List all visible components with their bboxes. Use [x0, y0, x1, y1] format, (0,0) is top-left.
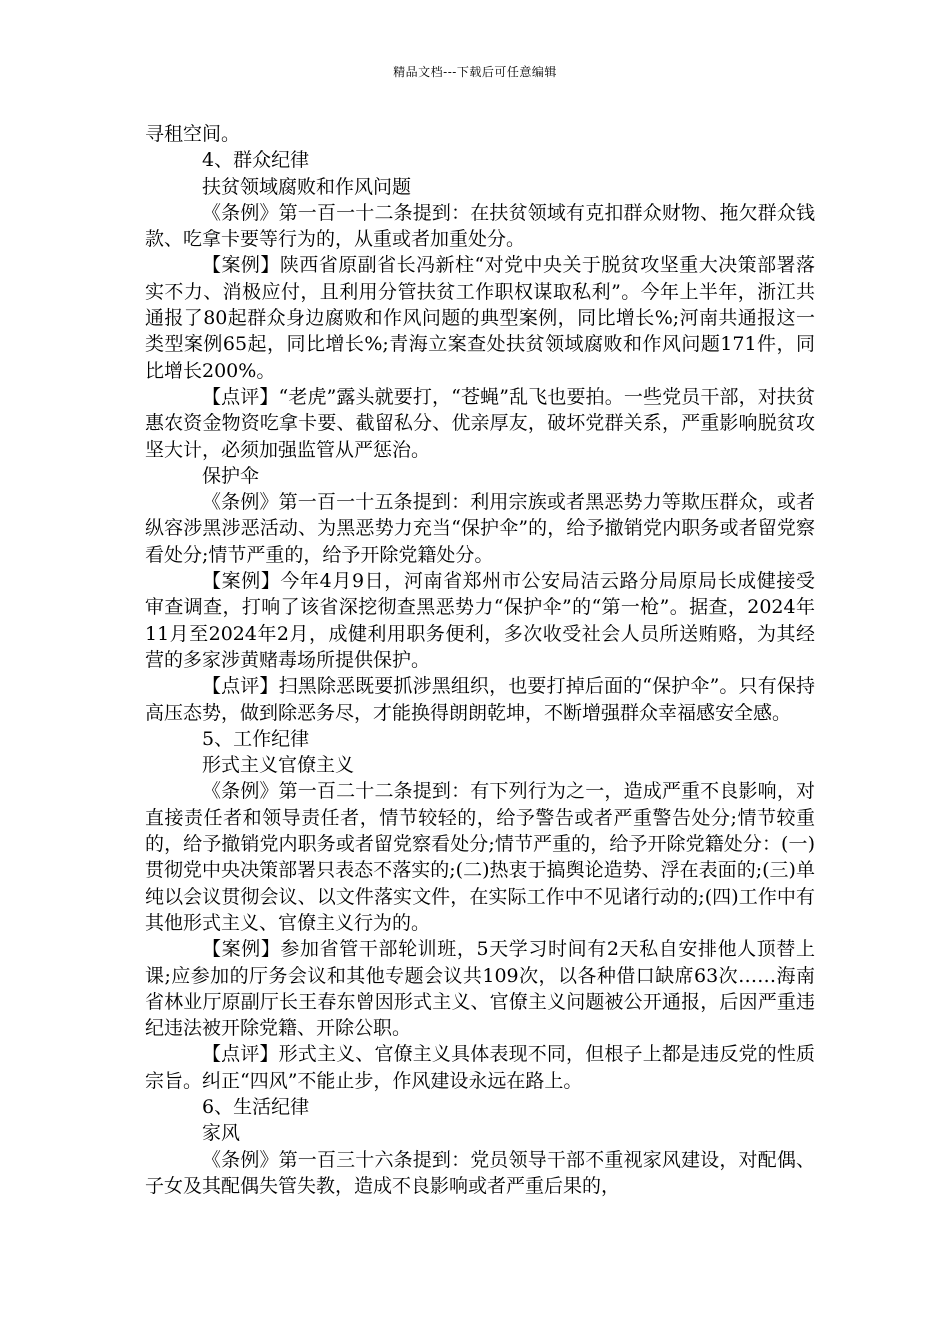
regulation-paragraph: 《条例》第一百二十二条提到：有下列行为之一，造成严重不良影响，对直接责任者和领导责任者，情节较轻的，给予警告或者严重警告处分;情节较重的，给予撤销党内职务或者留党察看处分;情节严重的，给予开除党籍处分：(一)贯彻党中央决策部署只表态不落实的;(二)热衷于搞舆论造势、浮在表面的;(三)单纯以会议贯彻会议、以文件落实文件，在实际工作中不见诸行动的;(四)工作中有其他形式主义、官僚主义行为的。	[145, 780, 815, 934]
subsection-heading: 保护伞	[202, 464, 260, 487]
case-paragraph: 【案例】陕西省原副省长冯新柱“对党中央关于脱贫攻坚重大决策部署落实不力、消极应付，且利用分管扶贫工作职权谋取私利”。今年上半年，浙江共通报了80起群众身边腐败和作风问题的典型案例，同比增长%;河南共通报这一类型案例65起，同比增长%;青海立案查处扶贫领域腐败和作风问题171件，同比增长200%。	[145, 254, 815, 382]
regulation-paragraph: 《条例》第一百一十五条提到：利用宗族或者黑恶势力等欺压群众，或者纵容涉黑涉恶活动、为黑恶势力充当“保护伞”的，给予撤销党内职务或者留党察看处分;情节严重的，给予开除党籍处分。	[145, 491, 815, 566]
section-heading: 4、群众纪律	[202, 149, 310, 172]
subsection-heading: 家风	[202, 1122, 241, 1145]
regulation-paragraph: 《条例》第一百一十二条提到：在扶贫领域有克扣群众财物、拖欠群众钱款、吃拿卡要等行为的，从重或者加重处分。	[145, 201, 815, 251]
document-body	[145, 121, 815, 1199]
comment-paragraph: 【点评】扫黑除恶既要抓涉黑组织，也要打掉后面的“保护伞”。只有保持高压态势，做到除恶务尽，才能换得朗朗乾坤，不断增强群众幸福感安全感。	[145, 675, 815, 724]
comment-paragraph: 【点评】“老虎”露头就要打，“苍蝇”乱飞也要拍。一些党员干部，对扶贫惠农资金物资吃拿卡要、截留私分、优亲厚友，破坏党群关系，严重影响脱贫攻坚大计，必须加强监管从严惩治。	[145, 385, 815, 461]
page-header: 精品文档---下载后可任意编辑	[393, 65, 557, 79]
comment-paragraph: 【点评】形式主义、官僚主义具体表现不同，但根子上都是违反党的性质宗旨。纠正“四风”不能止步，作风建设永远在路上。	[145, 1043, 815, 1092]
paragraph: 寻租空间。	[145, 123, 241, 145]
section-heading: 6、生活纪律	[202, 1095, 310, 1118]
subsection-heading: 扶贫领域腐败和作风问题	[202, 175, 412, 198]
case-paragraph: 【案例】参加省管干部轮训班，5天学习时间有2天私自安排他人顶替上课;应参加的厅务会议和其他专题会议共109次，以各种借口缺席63次……海南省林业厅原副厅长王春东曾因形式主义、官僚主义问题被公开通报，后因严重违纪违法被开除党籍、开除公职。	[145, 938, 815, 1040]
case-paragraph: 【案例】今年4月9日，河南省郑州市公安局洁云路分局原局长成健接受审查调查，打响了该省深挖彻查黑恶势力“保护伞”的“第一枪”。据查，2024年11月至2024年2月，成健利用职务便利，多次收受社会人员所送贿赂，为其经营的多家涉黄赌毒场所提供保护。	[145, 570, 815, 671]
subsection-heading: 形式主义官僚主义	[202, 754, 355, 777]
regulation-paragraph: 《条例》第一百三十六条提到：党员领导干部不重视家风建设，对配偶、子女及其配偶失管失教，造成不良影响或者严重后果的，	[145, 1148, 815, 1197]
section-heading: 5、工作纪律	[202, 727, 310, 750]
